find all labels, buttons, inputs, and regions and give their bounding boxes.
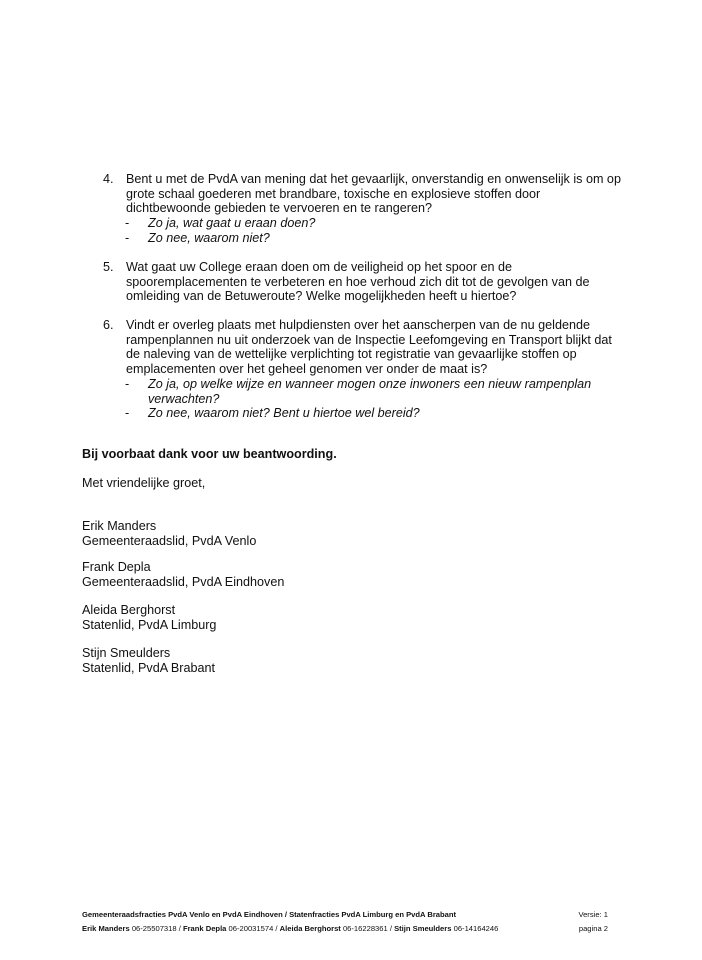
bullet-dash: - <box>125 216 130 231</box>
signatory-role: Statenlid, PvdA Limburg <box>82 617 217 632</box>
footer-line-2: Erik Manders 06-25507318 / Frank Depla 06-20031574 / Aleida Berghorst 06-16228361 / Stijn Smeulders 06-14164246 pagina 2 <box>82 924 608 933</box>
question-number: 4. <box>103 172 114 186</box>
closing-greeting: Met vriendelijke groet, <box>82 476 206 490</box>
question-number: 5. <box>103 260 114 274</box>
question-line: Bent u met de PvdA van mening dat het gevaarlijk, onverstandig en onwenselijk is om op <box>126 172 621 186</box>
signatory-name: Frank Depla <box>82 560 151 574</box>
footer-contact-name: Stijn Smeulders <box>394 924 452 933</box>
signatory-role: Gemeenteraadslid, PvdA Venlo <box>82 533 257 548</box>
question-line: emplacementen over het geheel genomen ver onder de maat is? <box>126 362 488 377</box>
question-line: spooremplacementen te verbeteren en hoe verhoud zich dit tot de gevolgen van de <box>126 274 590 289</box>
footer-line-1 <box>82 910 608 920</box>
sub-question-text: verwachten? <box>148 391 220 406</box>
sub-question <box>103 231 623 246</box>
question-line: Vindt er overleg plaats met hulpdiensten over het aanscherpen van de nu geldende <box>126 318 590 332</box>
signatory <box>82 603 216 632</box>
closing-thanks: Bij voorbaat dank voor uw beantwoording. <box>82 447 337 461</box>
question-line: Wat gaat uw College eraan doen om de veiligheid op het spoor en de <box>126 260 512 274</box>
signatory <box>82 519 256 548</box>
signatory-name: Erik Manders <box>82 519 157 533</box>
footer-contact-phone: 06-14164246 <box>453 924 499 933</box>
question-line: omleiding van de Betuweroute? Welke mogelijkheden heeft u hiertoe? <box>126 289 517 304</box>
signatory-name: Aleida Berghorst <box>82 603 176 617</box>
bullet-dash: - <box>125 406 130 421</box>
question-line: grote schaal goederen met brandbare, toxische en explosieve stoffen door <box>126 186 541 201</box>
footer-contact-phone: 06-20031574 <box>228 924 274 933</box>
question-line: rampenplannen nu uit onderzoek van de Inspectie Leefomgeving en Transport blijkt dat <box>126 332 612 347</box>
sub-question-text: Zo nee, waarom niet? <box>148 230 270 245</box>
question-6 <box>103 318 623 421</box>
sub-question-text: Zo ja, wat gaat u eraan doen? <box>148 216 316 231</box>
question-number: 6. <box>103 318 114 332</box>
bullet-dash: - <box>125 376 130 391</box>
sub-question <box>103 377 623 406</box>
footer-fractions: Gemeenteraadsfracties PvdA Venlo en PvdA Eindhoven / Statenfracties PvdA Limburg en PvdA Brabant <box>82 910 457 919</box>
footer-contact-phone: 06-25507318 <box>131 924 177 933</box>
sub-question-text: Zo ja, op welke wijze en wanneer mogen onze inwoners een nieuw rampenplan <box>148 376 592 391</box>
signatory-name: Stijn Smeulders <box>82 646 171 660</box>
question-4 <box>103 172 623 246</box>
sub-question <box>103 216 623 231</box>
footer-contact-phone: 06-16228361 <box>342 924 388 933</box>
question-5 <box>103 260 623 304</box>
sub-question-text: Zo nee, waarom niet? Bent u hiertoe wel bereid? <box>148 406 420 421</box>
signatory-role: Statenlid, PvdA Brabant <box>82 660 216 675</box>
footer-version: Versie: 1 <box>578 910 608 919</box>
footer-contact-name: Aleida Berghorst <box>279 924 341 933</box>
bullet-dash: - <box>125 230 130 245</box>
question-line: dichtbewoonde gebieden te vervoeren en te rangeren? <box>126 201 432 216</box>
footer-contact-name: Frank Depla <box>182 924 227 933</box>
footer-contact-name: Erik Manders <box>82 924 130 933</box>
signatory <box>82 560 284 589</box>
question-line: de naleving van de wettelijke verplichting tot registratie van gevaarlijke stoffen op <box>126 347 577 362</box>
signatory-role: Gemeenteraadslid, PvdA Eindhoven <box>82 574 285 589</box>
sub-question <box>103 406 623 421</box>
signatory <box>82 646 215 675</box>
footer-page-number: pagina 2 <box>578 924 608 933</box>
